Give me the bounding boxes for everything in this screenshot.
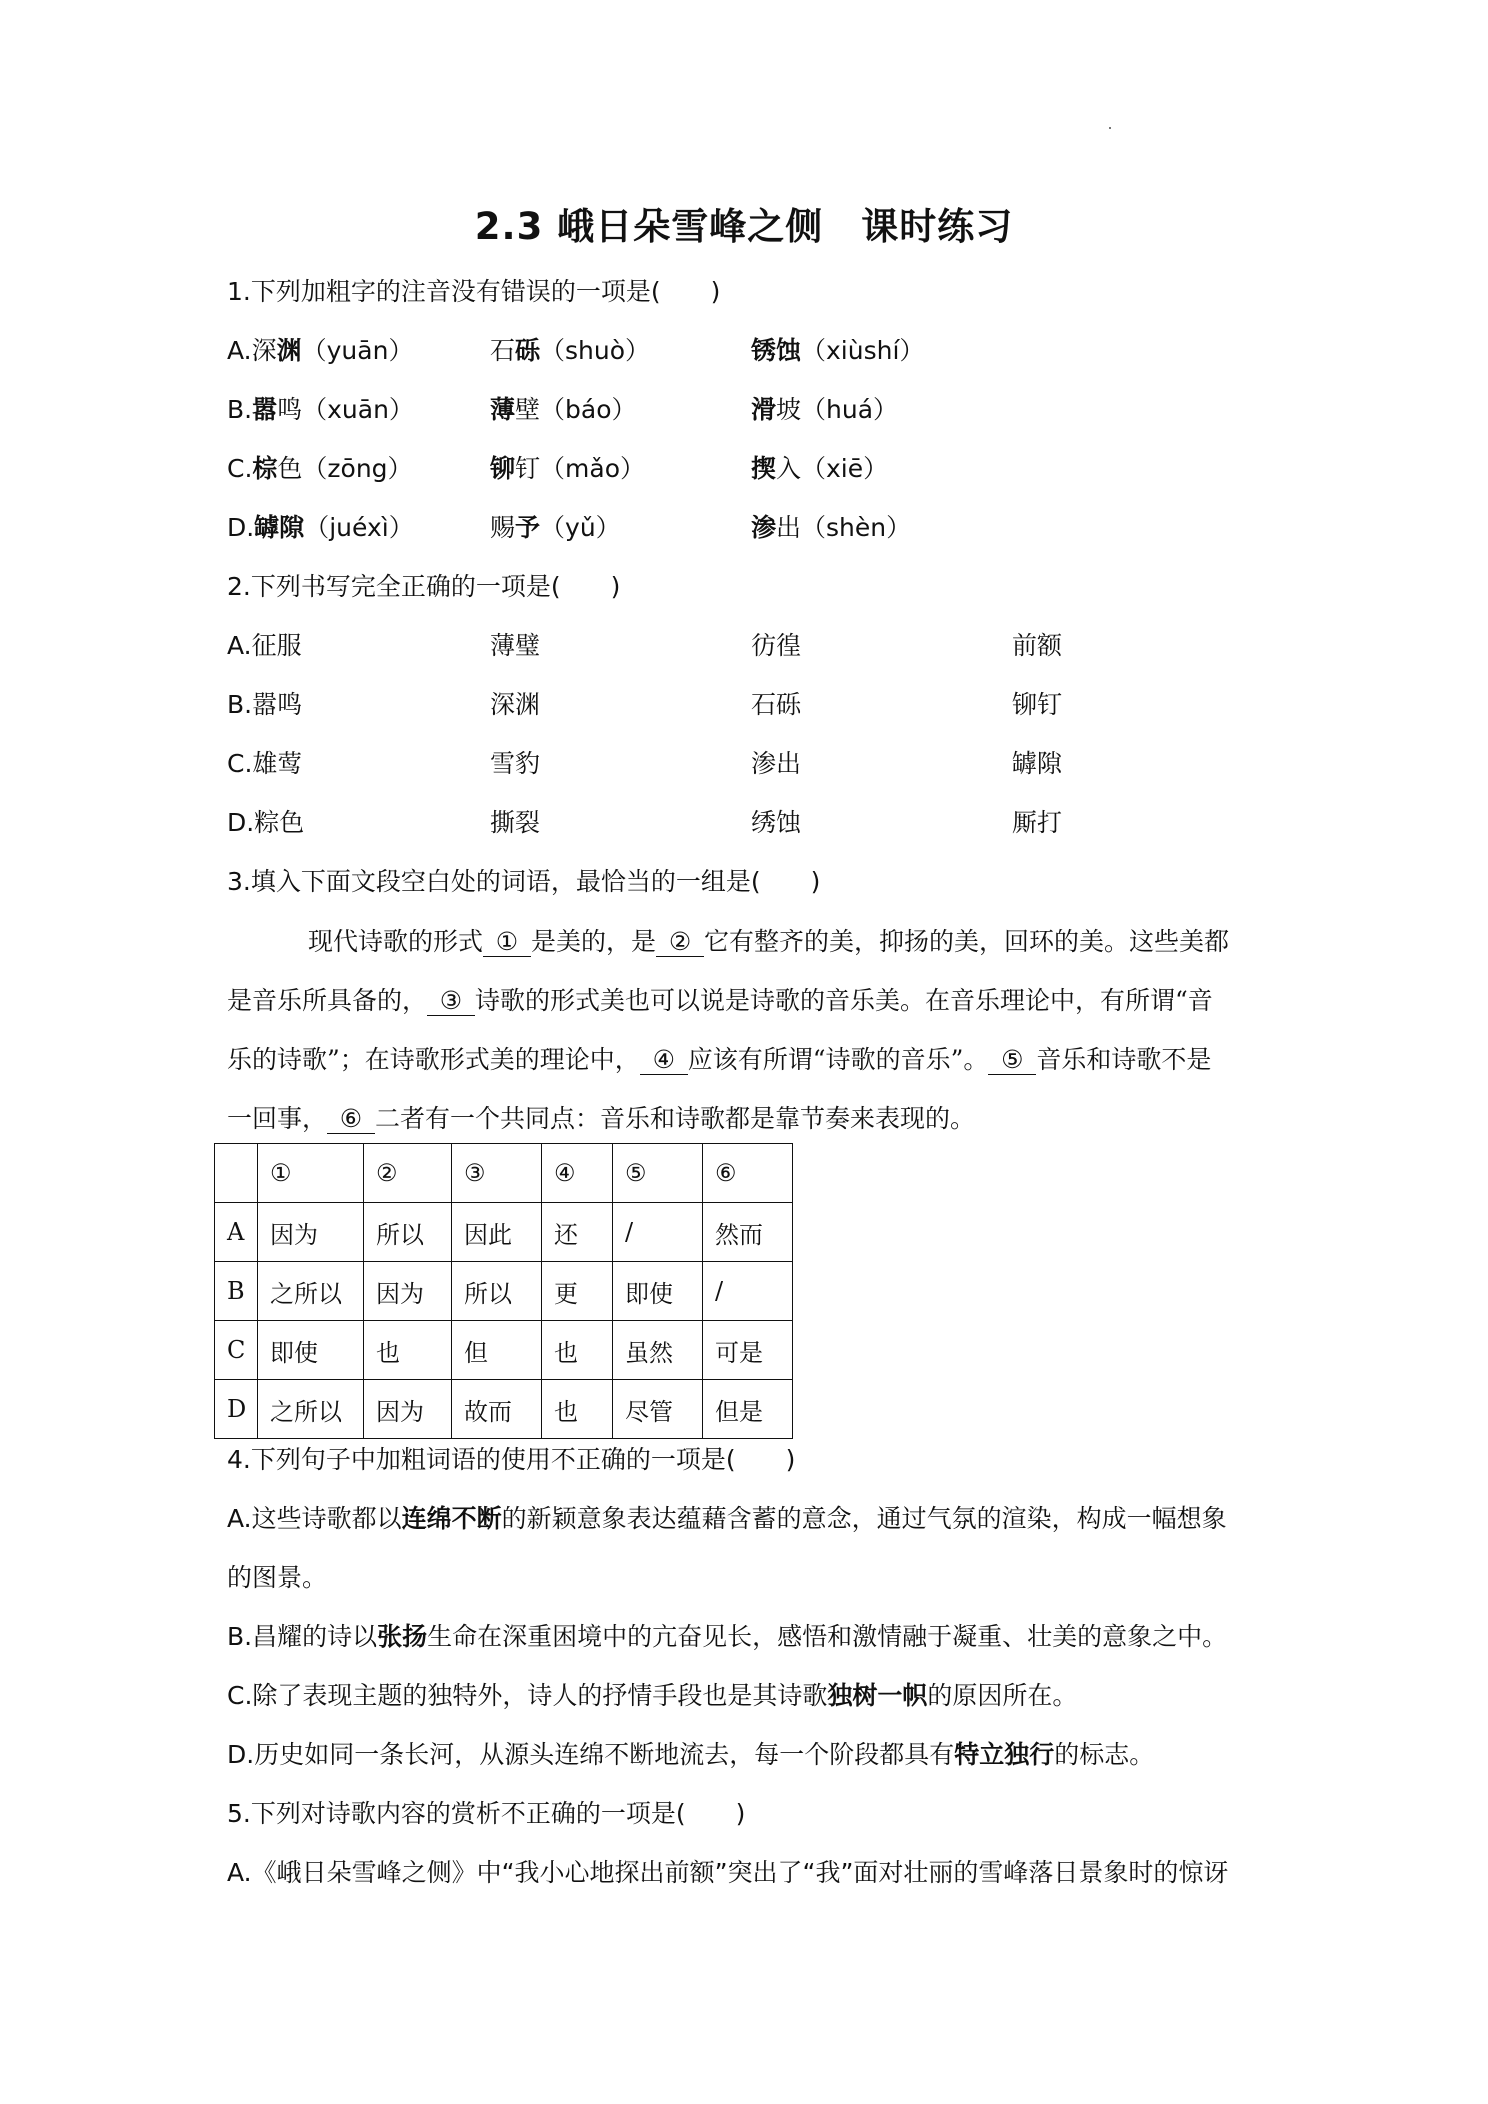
table-cell: 之所以 (258, 1262, 364, 1321)
q5-stem: 5.下列对诗歌内容的赏析不正确的一项是( ) (227, 1799, 746, 1828)
table-cell: ⑥ (703, 1144, 793, 1203)
q4-option-a-line-1: A.这些诗歌都以连绵不断的新颖意象表达蕴藉含蓄的意念，通过气氛的渲染，构成一幅想象 (227, 1504, 1227, 1533)
q1-d-1: D.罅隙（juéxì） (227, 513, 414, 542)
q4-stem: 4.下列句子中加粗词语的使用不正确的一项是( ) (227, 1445, 796, 1474)
q2-b-2: 深渊 (490, 690, 541, 719)
q2-b-3: 石砾 (751, 690, 802, 719)
table-cell: 但 (452, 1321, 542, 1380)
q2-d-4: 厮打 (1012, 808, 1063, 837)
blank-3: ③ (427, 986, 475, 1016)
q2-d-1: D.粽色 (227, 808, 305, 837)
blank-2: ② (656, 927, 704, 957)
table-cell: ③ (452, 1144, 542, 1203)
page-title: 2.3 峨日朵雪峰之侧 课时练习 (474, 205, 1014, 248)
table-cell: ④ (542, 1144, 613, 1203)
table-cell: C (215, 1321, 258, 1380)
q2-a-1: A.征服 (227, 631, 302, 660)
blank-1: ① (483, 927, 531, 957)
table-cell: 即使 (258, 1321, 364, 1380)
blank-4: ④ (640, 1045, 688, 1075)
q3-stem: 3.填入下面文段空白处的词语，最恰当的一组是( ) (227, 867, 821, 896)
table-cell (215, 1144, 258, 1203)
q1-a-1: A.深渊（yuān） (227, 336, 414, 365)
scan-speck (1109, 127, 1111, 129)
q1-b-1: B.嚣鸣（xuān） (227, 395, 414, 424)
q2-d-3: 绣蚀 (751, 808, 802, 837)
table-cell: A (215, 1203, 258, 1262)
q1-b-2: 薄壁（báo） (490, 395, 637, 424)
q4-option-a-line-2: 的图景。 (227, 1563, 328, 1592)
table-cell: 所以 (364, 1203, 452, 1262)
table-cell: 即使 (613, 1262, 703, 1321)
table-cell: 因为 (258, 1203, 364, 1262)
table-cell: 故而 (452, 1380, 542, 1439)
table-row (215, 1380, 793, 1439)
q2-a-4: 前额 (1012, 631, 1063, 660)
table-cell: ① (258, 1144, 364, 1203)
q2-c-4: 罅隙 (1012, 749, 1063, 778)
table-cell: 之所以 (258, 1380, 364, 1439)
table-cell: ⑤ (613, 1144, 703, 1203)
table-cell: 更 (542, 1262, 613, 1321)
table-cell: 所以 (452, 1262, 542, 1321)
q2-stem: 2.下列书写完全正确的一项是( ) (227, 572, 621, 601)
q1-stem: 1.下列加粗字的注音没有错误的一项是( ) (227, 277, 721, 306)
q3-answer-table (214, 1143, 793, 1439)
table-cell: 可是 (703, 1321, 793, 1380)
table-cell: 然而 (703, 1203, 793, 1262)
table-cell: ② (364, 1144, 452, 1203)
q1-d-3: 渗出（shèn） (751, 513, 912, 542)
q1-a-2: 石砾（shuò） (490, 336, 651, 365)
q4-option-c: C.除了表现主题的独特外，诗人的抒情手段也是其诗歌独树一帜的原因所在。 (227, 1681, 1078, 1710)
table-cell: 也 (542, 1380, 613, 1439)
table-cell: 也 (542, 1321, 613, 1380)
table-cell: 因为 (364, 1380, 452, 1439)
q1-d-2: 赐予（yǔ） (490, 513, 621, 542)
q2-a-3: 彷徨 (751, 631, 802, 660)
table-cell: 因此 (452, 1203, 542, 1262)
table-cell: / (613, 1203, 703, 1262)
q1-b-3: 滑坡（huá） (751, 395, 899, 424)
table-cell: 因为 (364, 1262, 452, 1321)
table-cell: 也 (364, 1321, 452, 1380)
q2-b-4: 铆钉 (1012, 690, 1063, 719)
table-row (215, 1203, 793, 1262)
blank-6: ⑥ (327, 1104, 375, 1134)
table-row (215, 1262, 793, 1321)
q2-a-2: 薄璧 (490, 631, 541, 660)
q3-para-line-1: 现代诗歌的形式 ① 是美的，是 ② 它有整齐的美，抑扬的美，回环的美。这些美都 (308, 927, 1230, 956)
q3-para-line-2: 是音乐所具备的， ③ 诗歌的形式美也可以说是诗歌的音乐美。在音乐理论中，有所谓“音 (227, 986, 1213, 1015)
table-row (215, 1321, 793, 1380)
table-cell: D (215, 1380, 258, 1439)
q1-c-3: 揳入（xiē） (751, 454, 889, 483)
q4-option-d: D.历史如同一条长河，从源头连绵不断地流去，每一个阶段都具有特立独行的标志。 (227, 1740, 1155, 1769)
q4-option-b: B.昌耀的诗以张扬生命在深重困境中的亢奋见长，感悟和激情融于凝重、壮美的意象之中。 (227, 1622, 1228, 1651)
table-cell: 还 (542, 1203, 613, 1262)
q5-option-a: A.《峨日朵雪峰之侧》中“我小心地探出前额”突出了“我”面对壮丽的雪峰落日景象时的惊讶 (227, 1858, 1229, 1887)
table-cell: B (215, 1262, 258, 1321)
blank-5: ⑤ (988, 1045, 1036, 1075)
q2-c-3: 渗出 (751, 749, 802, 778)
table-cell: / (703, 1262, 793, 1321)
table-cell: 虽然 (613, 1321, 703, 1380)
table-cell: 但是 (703, 1380, 793, 1439)
table-header-row (215, 1144, 793, 1203)
q2-b-1: B.嚣鸣 (227, 690, 303, 719)
q2-d-2: 撕裂 (490, 808, 541, 837)
q2-c-2: 雪豹 (490, 749, 541, 778)
q3-para-line-3: 乐的诗歌”；在诗歌形式美的理论中， ④ 应该有所谓“诗歌的音乐”。 ⑤ 音乐和诗歌不是 (227, 1045, 1212, 1074)
q3-para-line-4: 一回事， ⑥ 二者有一个共同点：音乐和诗歌都是靠节奏来表现的。 (227, 1104, 976, 1133)
table-cell: 尽管 (613, 1380, 703, 1439)
q2-c-1: C.雄莺 (227, 749, 303, 778)
q1-c-2: 铆钉（mǎo） (490, 454, 645, 483)
q1-c-1: C.棕色（zōng） (227, 454, 413, 483)
q1-a-3: 锈蚀（xiùshí） (751, 336, 925, 365)
